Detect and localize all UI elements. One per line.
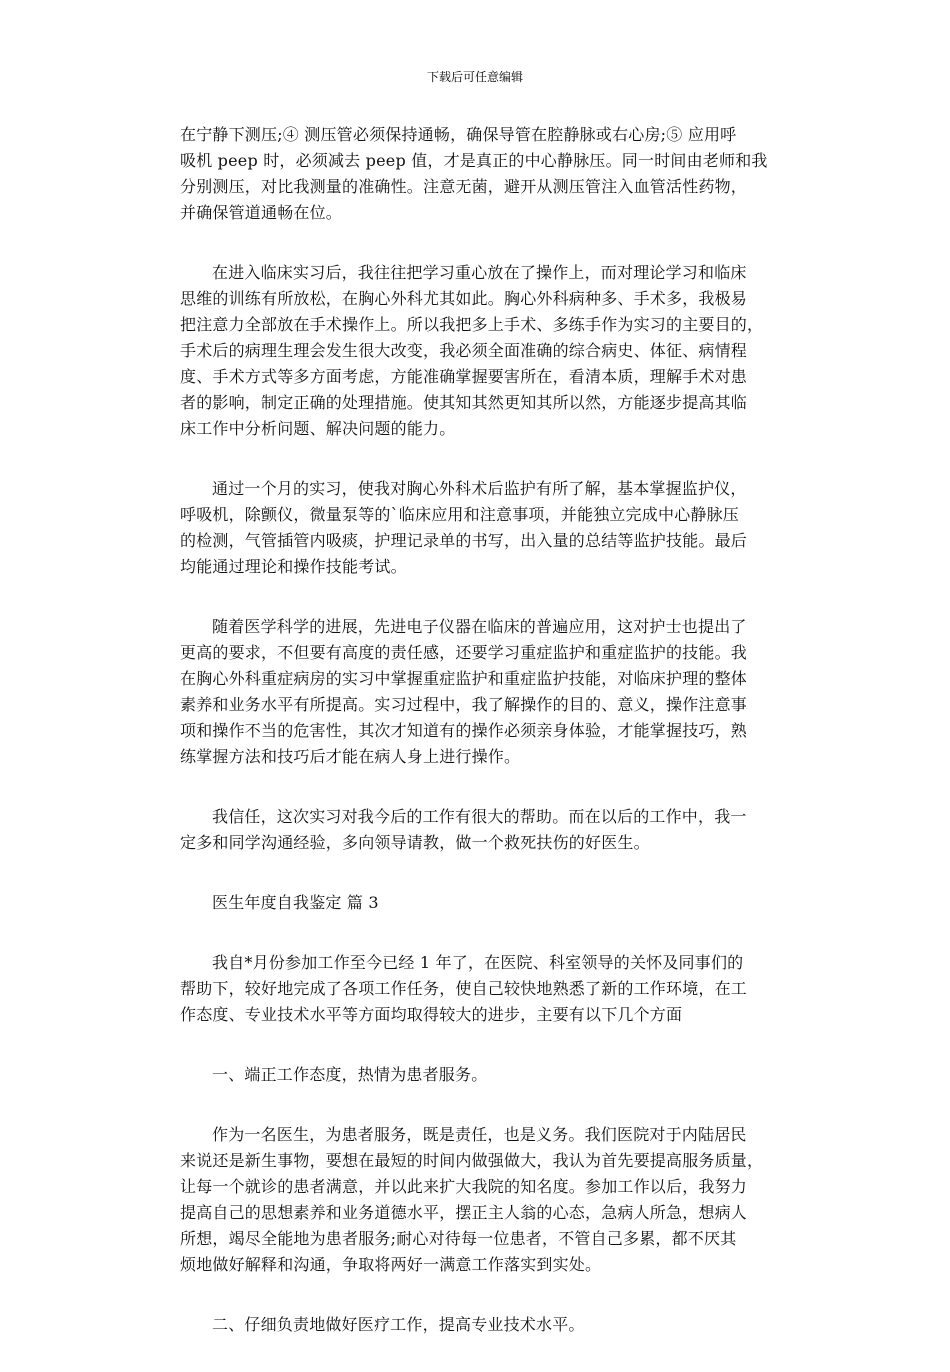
text-line: 分别测压，对比我测量的准确性。注意无菌，避开从测压管注入血管活性药物，	[180, 177, 748, 196]
text-line: 手术后的病理生理会发生很大改变，我必须全面准确的综合病史、体征、病情程	[180, 341, 748, 360]
text-line: 项和操作不当的危害性，其次才知道有的操作必须亲身体验，才能掌握技巧，熟	[180, 721, 748, 740]
paragraph-clinical-practice	[180, 260, 772, 442]
paragraph-cvp-measurement	[180, 122, 772, 226]
text-line: 帮助下，较好地完成了各项工作任务，使自己较快地熟悉了新的工作环境，在工	[180, 979, 748, 998]
text-line: 呼吸机，除颤仪，微量泵等的`临床应用和注意事项，并能独立完成中心静脉压	[180, 505, 740, 524]
section-title	[180, 890, 772, 916]
text-line: 度、手术方式等多方面考虑，方能准确掌握要害所在，看清本质，理解手术对患	[180, 367, 748, 386]
text-line: 在宁静下测压;④ 测压管必须保持通畅，确保导管在腔静脉或右心房;⑤ 应用呼	[180, 125, 737, 144]
text-line: 者的影响，制定正确的处理措施。使其知其然更知其所以然，方能逐步提高其临	[180, 393, 748, 412]
text-line: 把注意力全部放在手术操作上。所以我把多上手术、多练手作为实习的主要目的，	[180, 315, 764, 334]
paragraph-medical-progress	[180, 614, 772, 770]
text-line: 在进入临床实习后，我往往把学习重心放在了操作上，而对理论学习和临床	[212, 263, 747, 282]
text-line: 床工作中分析问题、解决问题的能力。	[180, 419, 456, 438]
text-line: 我信任，这次实习对我今后的工作有很大的帮助。而在以后的工作中，我一	[212, 807, 747, 826]
text-line: 定多和同学沟通经验，多向领导请教，做一个救死扶伤的好医生。	[180, 833, 650, 852]
page-header: 下载后可任意编辑	[426, 70, 523, 84]
document-body	[180, 122, 772, 1372]
text-line: 让每一个就诊的患者满意，并以此来扩大我院的知名度。参加工作以后，我努力	[180, 1177, 748, 1196]
text-line: 思维的训练有所放松，在胸心外科尤其如此。胸心外科病种多、手术多，我极易	[180, 289, 748, 308]
subheading-medical-work	[180, 1312, 772, 1338]
text-line: 提高自己的思想素养和业务道德水平，摆正主人翁的心态，急病人所急，想病人	[180, 1203, 748, 1222]
paragraph-one-month-internship	[180, 476, 772, 580]
text-line: 素养和业务水平有所提高。实习过程中，我了解操作的目的、意义，操作注意事	[180, 695, 748, 714]
text-line: 随着医学科学的进展，先进电子仪器在临床的普遍应用，这对护士也提出了	[212, 617, 747, 636]
text-line: 吸机 peep 时，必须减去 peep 值，才是真正的中心静脉压。同一时间由老师和我	[180, 151, 768, 170]
text-line: 所想，竭尽全能地为患者服务;耐心对待每一位患者，不管自己多累，都不厌其	[180, 1229, 737, 1248]
paragraph-conclusion	[180, 804, 772, 856]
text-line: 并确保管道通畅在位。	[180, 203, 343, 222]
text-line: 医生年度自我鉴定 篇 3	[212, 893, 379, 912]
text-line: 一、端正工作态度，热情为患者服务。	[212, 1065, 488, 1084]
text-line: 更高的要求，不但要有高度的责任感，还要学习重症监护和重症监护的技能。我	[180, 643, 748, 662]
text-line: 作态度、专业技术水平等方面均取得较大的进步，主要有以下几个方面	[180, 1005, 683, 1024]
text-line: 在胸心外科重症病房的实习中掌握重症监护和重症监护技能，对临床护理的整体	[180, 669, 748, 688]
text-line: 我自*月份参加工作至今已经 1 年了，在医院、科室领导的关怀及同事们的	[212, 953, 744, 972]
text-line: 作为一名医生，为患者服务，既是责任，也是义务。我们医院对于内陆居民	[212, 1125, 747, 1144]
text-line: 烦地做好解释和沟通，争取将两好一满意工作落实到实处。	[180, 1255, 602, 1274]
text-line: 的检测，气管插管内吸痰，护理记录单的书写，出入量的总结等监护技能。最后	[180, 531, 748, 550]
text-line: 通过一个月的实习，使我对胸心外科术后监护有所了解，基本掌握监护仪，	[212, 479, 747, 498]
subheading-attitude	[180, 1062, 772, 1088]
text-line: 二、仔细负责地做好医疗工作，提高专业技术水平。	[212, 1315, 585, 1334]
paragraph-work-year-intro	[180, 950, 772, 1028]
text-line: 均能通过理论和操作技能考试。	[180, 557, 407, 576]
text-line: 练掌握方法和技巧后才能在病人身上进行操作。	[180, 747, 521, 766]
text-line: 来说还是新生事物，要想在最短的时间内做强做大，我认为首先要提高服务质量，	[180, 1151, 764, 1170]
paragraph-service	[180, 1122, 772, 1278]
